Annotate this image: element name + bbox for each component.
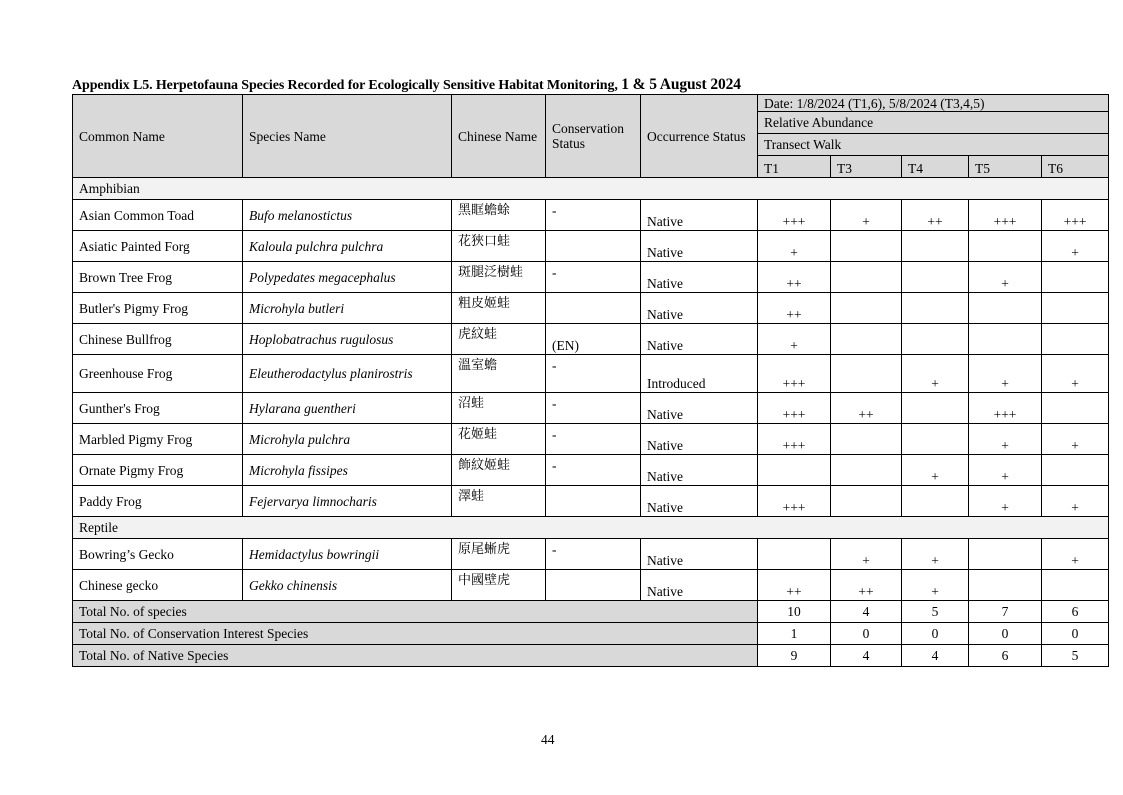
conservation-status-cell: -	[546, 539, 641, 570]
abundance-cell: +	[902, 539, 969, 570]
table-row	[73, 570, 1109, 601]
abundance-cell	[831, 324, 902, 355]
abundance-cell: +	[902, 355, 969, 393]
abundance-cell	[969, 293, 1042, 324]
table-row	[73, 200, 1109, 231]
common-name-cell: Brown Tree Frog	[73, 262, 243, 293]
conservation-status-cell: (EN)	[546, 324, 641, 355]
header-transect-t4: T4	[902, 156, 969, 178]
abundance-cell: +	[831, 539, 902, 570]
chinese-name-cell: 虎紋蛙	[452, 324, 546, 355]
abundance-cell	[1042, 393, 1109, 424]
total-value: 7	[969, 601, 1042, 623]
abundance-cell	[831, 424, 902, 455]
total-label: Total No. of Conservation Interest Species	[73, 623, 758, 645]
species-name-cell: Microhyla fissipes	[243, 455, 452, 486]
table-row	[73, 486, 1109, 517]
species-name-cell: Bufo melanostictus	[243, 200, 452, 231]
conservation-status-cell	[546, 570, 641, 601]
species-name-cell: Microhyla butleri	[243, 293, 452, 324]
species-name-cell: Fejervarya limnocharis	[243, 486, 452, 517]
abundance-cell: +++	[969, 200, 1042, 231]
herpetofauna-table	[72, 94, 1109, 667]
chinese-name-cell: 粗皮姬蛙	[452, 293, 546, 324]
abundance-cell: +	[1042, 355, 1109, 393]
conservation-status-cell: -	[546, 200, 641, 231]
table-row	[73, 262, 1109, 293]
common-name-cell: Butler's Pigmy Frog	[73, 293, 243, 324]
occurrence-status-cell: Native	[641, 393, 758, 424]
total-value: 5	[1042, 645, 1109, 667]
total-label: Total No. of Native Species	[73, 645, 758, 667]
chinese-name-cell: 原尾蜥虎	[452, 539, 546, 570]
page-number: 44	[541, 732, 555, 747]
abundance-cell: +	[969, 355, 1042, 393]
table-row	[73, 539, 1109, 570]
chinese-name-cell: 斑腿泛樹蛙	[452, 262, 546, 293]
abundance-cell: ++	[758, 262, 831, 293]
abundance-cell: +	[902, 455, 969, 486]
occurrence-status-cell: Native	[641, 262, 758, 293]
chinese-name-cell: 沼蛙	[452, 393, 546, 424]
total-row	[73, 623, 1109, 645]
species-name-cell: Microhyla pulchra	[243, 424, 452, 455]
abundance-cell	[902, 424, 969, 455]
chinese-name-cell: 黑眶蟾蜍	[452, 200, 546, 231]
total-value: 4	[902, 645, 969, 667]
header-transect-walk: Transect Walk	[758, 134, 1109, 156]
abundance-cell: +	[969, 486, 1042, 517]
total-value: 4	[831, 601, 902, 623]
species-name-cell: Hylarana guentheri	[243, 393, 452, 424]
chinese-name-cell: 中國壁虎	[452, 570, 546, 601]
total-value: 1	[758, 623, 831, 645]
species-name-cell: Kaloula pulchra pulchra	[243, 231, 452, 262]
group-label: Amphibian	[73, 178, 1109, 200]
abundance-cell	[758, 455, 831, 486]
table-row	[73, 231, 1109, 262]
common-name-cell: Bowring’s Gecko	[73, 539, 243, 570]
appendix-title	[72, 76, 741, 94]
header-occurrence-status: Occurrence Status	[641, 95, 758, 178]
header-date: Date: 1/8/2024 (T1,6), 5/8/2024 (T3,4,5)	[758, 95, 1109, 112]
total-value: 6	[1042, 601, 1109, 623]
chinese-name-cell: 溫室蟾	[452, 355, 546, 393]
total-value: 5	[902, 601, 969, 623]
abundance-cell	[1042, 455, 1109, 486]
occurrence-status-cell: Native	[641, 424, 758, 455]
chinese-name-cell: 飾紋姬蛙	[452, 455, 546, 486]
abundance-cell	[831, 486, 902, 517]
total-value: 4	[831, 645, 902, 667]
header-chinese-name: Chinese Name	[452, 95, 546, 178]
abundance-cell	[902, 486, 969, 517]
total-value: 0	[1042, 623, 1109, 645]
total-row	[73, 601, 1109, 623]
chinese-name-cell: 花姬蛙	[452, 424, 546, 455]
abundance-cell: ++	[758, 570, 831, 601]
group-label: Reptile	[73, 517, 1109, 539]
header-transect-t5: T5	[969, 156, 1042, 178]
abundance-cell	[902, 393, 969, 424]
abundance-cell	[969, 570, 1042, 601]
total-row	[73, 645, 1109, 667]
abundance-cell: +	[1042, 539, 1109, 570]
abundance-cell	[969, 231, 1042, 262]
header-transect-t3: T3	[831, 156, 902, 178]
species-name-cell: Polypedates megacephalus	[243, 262, 452, 293]
occurrence-status-cell: Native	[641, 200, 758, 231]
abundance-cell: +	[1042, 231, 1109, 262]
title-text: Appendix L5. Herpetofauna Species Recorded for Ecologically Sensitive Habitat Monitoring,	[72, 78, 618, 93]
common-name-cell: Greenhouse Frog	[73, 355, 243, 393]
abundance-cell: +	[969, 262, 1042, 293]
abundance-cell	[831, 455, 902, 486]
conservation-status-cell	[546, 231, 641, 262]
abundance-cell: +++	[969, 393, 1042, 424]
table-row	[73, 393, 1109, 424]
species-name-cell: Hemidactylus bowringii	[243, 539, 452, 570]
conservation-status-cell: -	[546, 424, 641, 455]
conservation-status-cell: -	[546, 262, 641, 293]
table-body	[73, 95, 1109, 667]
abundance-cell	[902, 231, 969, 262]
species-name-cell: Hoplobatrachus rugulosus	[243, 324, 452, 355]
conservation-status-cell	[546, 486, 641, 517]
occurrence-status-cell: Native	[641, 324, 758, 355]
conservation-status-cell	[546, 293, 641, 324]
species-name-cell: Gekko chinensis	[243, 570, 452, 601]
total-value: 0	[831, 623, 902, 645]
conservation-status-cell: -	[546, 455, 641, 486]
occurrence-status-cell: Native	[641, 455, 758, 486]
abundance-cell: +	[758, 324, 831, 355]
header-relative-abundance: Relative Abundance	[758, 112, 1109, 134]
group-header-reptile	[73, 517, 1109, 539]
abundance-cell: +	[758, 231, 831, 262]
abundance-cell: +	[1042, 424, 1109, 455]
common-name-cell: Chinese gecko	[73, 570, 243, 601]
total-value: 10	[758, 601, 831, 623]
abundance-cell	[969, 324, 1042, 355]
abundance-cell: +++	[758, 200, 831, 231]
table-row	[73, 324, 1109, 355]
chinese-name-cell: 澤蛙	[452, 486, 546, 517]
occurrence-status-cell: Native	[641, 539, 758, 570]
occurrence-status-cell: Native	[641, 231, 758, 262]
abundance-cell	[1042, 262, 1109, 293]
table-row	[73, 293, 1109, 324]
abundance-cell	[969, 539, 1042, 570]
common-name-cell: Gunther's Frog	[73, 393, 243, 424]
abundance-cell: ++	[902, 200, 969, 231]
abundance-cell: +++	[758, 424, 831, 455]
abundance-cell: +++	[758, 486, 831, 517]
abundance-cell	[902, 293, 969, 324]
abundance-cell: +	[831, 200, 902, 231]
conservation-status-cell: -	[546, 355, 641, 393]
common-name-cell: Marbled Pigmy Frog	[73, 424, 243, 455]
total-label: Total No. of species	[73, 601, 758, 623]
header-common-name: Common Name	[73, 95, 243, 178]
abundance-cell	[831, 231, 902, 262]
abundance-cell: ++	[758, 293, 831, 324]
conservation-status-cell: -	[546, 393, 641, 424]
abundance-cell: +++	[1042, 200, 1109, 231]
abundance-cell	[1042, 324, 1109, 355]
abundance-cell: +++	[758, 355, 831, 393]
abundance-cell: +	[902, 570, 969, 601]
header-transect-t1: T1	[758, 156, 831, 178]
abundance-cell	[1042, 570, 1109, 601]
abundance-cell	[758, 539, 831, 570]
table-row	[73, 355, 1109, 393]
common-name-cell: Asiatic Painted Forg	[73, 231, 243, 262]
total-value: 9	[758, 645, 831, 667]
abundance-cell	[831, 293, 902, 324]
abundance-cell	[902, 262, 969, 293]
total-value: 0	[969, 623, 1042, 645]
abundance-cell: ++	[831, 570, 902, 601]
header-species-name: Species Name	[243, 95, 452, 178]
occurrence-status-cell: Native	[641, 570, 758, 601]
species-name-cell: Eleutherodactylus planirostris	[243, 355, 452, 393]
abundance-cell	[1042, 293, 1109, 324]
header-conservation-status: Conservation Status	[546, 95, 641, 178]
common-name-cell: Ornate Pigmy Frog	[73, 455, 243, 486]
group-header-amphibian	[73, 178, 1109, 200]
common-name-cell: Asian Common Toad	[73, 200, 243, 231]
abundance-cell: +++	[758, 393, 831, 424]
abundance-cell: +	[969, 424, 1042, 455]
abundance-cell: +	[969, 455, 1042, 486]
table-row	[73, 455, 1109, 486]
common-name-cell: Paddy Frog	[73, 486, 243, 517]
occurrence-status-cell: Introduced	[641, 355, 758, 393]
abundance-cell	[831, 355, 902, 393]
occurrence-status-cell: Native	[641, 293, 758, 324]
table-row	[73, 424, 1109, 455]
abundance-cell	[831, 262, 902, 293]
occurrence-status-cell: Native	[641, 486, 758, 517]
title-dates: 1 & 5 August 2024	[621, 76, 741, 93]
chinese-name-cell: 花狹口蛙	[452, 231, 546, 262]
total-value: 0	[902, 623, 969, 645]
abundance-cell: ++	[831, 393, 902, 424]
abundance-cell: +	[1042, 486, 1109, 517]
abundance-cell	[902, 324, 969, 355]
total-value: 6	[969, 645, 1042, 667]
header-transect-t6: T6	[1042, 156, 1109, 178]
common-name-cell: Chinese Bullfrog	[73, 324, 243, 355]
